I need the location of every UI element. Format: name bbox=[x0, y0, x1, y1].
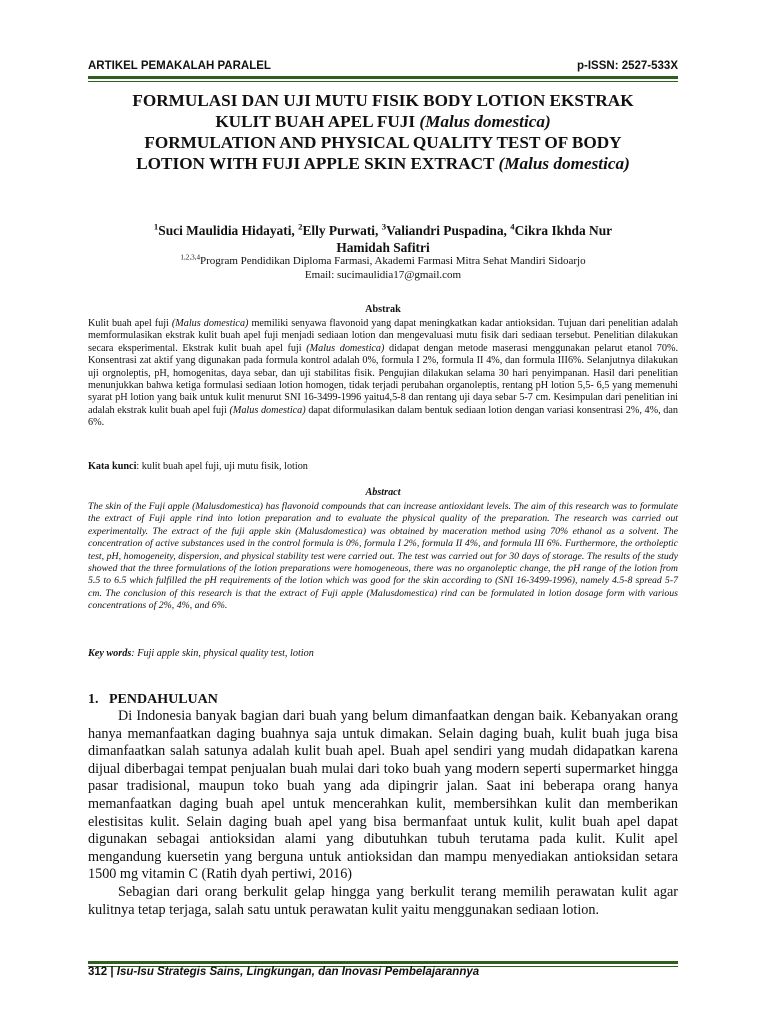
running-header bbox=[88, 60, 678, 72]
abstract-id-heading: Abstrak bbox=[365, 304, 401, 315]
abstract-id-text: Kulit buah apel fuji bbox=[88, 318, 172, 329]
affiliation bbox=[88, 254, 678, 282]
footer-separator: | bbox=[107, 966, 117, 978]
abstract-id-text: didapat dengan metode maserasi menggunakan pelarut etanol 70%. Konsentrasi zat aktif yang digunakan pada formula kontrol adalah 0%, formula I 2%, formula II 4%, dan formula III6%. Selanjutnya dilakukan uji orgnoleptis, pH, homogenitas, daya sebar, dan uji stabilitas fisik. Pengujian dilakukan selama 30 hari penyimpanan. Hasil dari penelitian menunjukkan bahwa ketiga formulasi sediaan lotion homogen, tidak terjadi perubahan organoleptis, rentang pH lotion 5,5- 6,5 yang memenuhi syarat pH lotion yang baik untuk kulit menurut SNI 16-3499-1996 yaitu4,5-8 dan rentang uji daya sebar 5-7 cm. Kesimpulan dari penelitian ini adalah ekstrak kulit buah apel fuji bbox=[88, 342, 678, 416]
abstract-id-text: memiliki senyawa flavonoid yang dapat meningkatkan kadar antioksidan. Tujuan dari penelitian adalah memformulasikan ekstrak kulit buah apel fuji menjadi sediaan lotion dan mengevaluasi mutu fisik dari sediaan tersebut. Penelitian dilakukan secara eksperimental. Ekstrak kulit buah apel fuji bbox=[88, 318, 678, 354]
keywords-en bbox=[88, 648, 678, 659]
abstract-id-latin: (Malus domestica) bbox=[171, 318, 249, 329]
title-en-line1: FORMULATION AND PHYSICAL QUALITY TEST OF BODY bbox=[144, 133, 622, 152]
abstract-id-text: dapat diformulasikan dalam bentuk sediaan lotion dengan variasi konsentrasi 2%, 4%, dan 6%. bbox=[88, 404, 678, 429]
author4-cont: Hamidah Safitri bbox=[336, 240, 430, 255]
title-en-latin: (Malus domestica) bbox=[498, 154, 630, 173]
title-en-line2-text: LOTION WITH FUJI APPLE SKIN EXTRACT bbox=[136, 154, 495, 173]
affiliation-sup: 1,2,3,4 bbox=[180, 253, 201, 262]
header-rule-thin bbox=[88, 81, 678, 82]
footer-rule bbox=[88, 961, 678, 964]
affiliation-text: Program Pendidikan Diploma Farmasi, Akademi Farmasi Mitra Sehat Mandiri Sidoarjo bbox=[200, 255, 586, 267]
author2-sup: 2 bbox=[298, 221, 303, 232]
title-id-line2-text: KULIT BUAH APEL FUJI bbox=[215, 112, 416, 131]
author-list bbox=[88, 222, 678, 256]
keywords-id-label: Kata kunci bbox=[88, 461, 137, 472]
keywords-id bbox=[88, 461, 678, 472]
article-title bbox=[88, 90, 678, 174]
header-issn: p-ISSN: 2527-533X bbox=[577, 60, 678, 72]
author1-sup: 1 bbox=[153, 221, 159, 232]
title-id-latin: (Malus domestica) bbox=[419, 112, 551, 131]
author4: Cikra Ikhda Nur bbox=[514, 223, 613, 238]
title-id-line1: FORMULASI DAN UJI MUTU FISIK BODY LOTION EKSTRAK bbox=[132, 91, 634, 110]
author3-sup: 3 bbox=[381, 221, 387, 232]
author1: Suci Maulidia Hidayati, bbox=[158, 223, 299, 238]
abstract-en-heading: Abstract bbox=[365, 487, 401, 498]
author2: Elly Purwati, bbox=[302, 223, 382, 238]
keywords-en-text: : Fuji apple skin, physical quality test, lotion bbox=[131, 648, 314, 659]
title-id-line2 bbox=[88, 111, 678, 132]
body-paragraph: Di Indonesia banyak bagian dari buah yang belum dimanfaatkan dengan baik. Kebanyakan orang hanya memanfaatkan daging buahnya saja untuk dimakan. Selain daging buah, kulit buah juga bisa dimanfaatkan salah satunya adalah kulit buah apel. Buah apel sendiri yang mudah didapatkan karena dijual diberbagai tempat penjualan buah mulai dari toko buah yang modern seperti supermarket hingga pasar tradisional, maupun toko buah yang ada dipingrir jalan. Saat ini beberapa orang hanya memanfaatkan daging buah apel untuk mencerahkan kulit, membersihkan kulit dan memberikan elestisitas kulit. Selain daging buah apel yang bisa bermanfaat untuk kulit, kulit buah apel dapat digunakan sebagai antioksidan alami yang dibutuhkan tubuh terutama pada kulit. Kulit apel mengandung kuersetin yang berguna untuk antioksidan dan mampu menyediakan antioksidan setara 1500 mg vitamin C (Ratih dyah pertiwi, 2016) bbox=[88, 708, 678, 883]
running-footer bbox=[88, 966, 678, 978]
abstract-id-body bbox=[88, 318, 678, 430]
title-en-line2 bbox=[88, 153, 678, 174]
abstract-id-latin: (Malus domestica) bbox=[229, 404, 306, 416]
header-rule bbox=[88, 76, 678, 79]
keywords-en-label: Key words bbox=[88, 648, 132, 659]
abstract-en-body: The skin of the Fuji apple (Malusdomestica) has flavonoid compounds that can increase antioxidant levels. The aim of this research was to formulate the extract of Fuji apple rind into lotion preparation and to evaluate the physical quality of the preparation. The research was carried out experimentally. The extract of the fuji apple skin (Malusdomestica) was obtained by maceration method using 70% ethanol as a solvent. The concentration of active substances used in the control formula is 0%, formula I 2%, formula II 4%, and formula III 6%. Furthermore, the ortholeptic test, pH, homogeneity, dispersion, and physical stability test were carried out. The test was carried out for 30 days of storage. The results of the study showed that the three formulations of the lotion preparations were homogeneous, there was no organoleptic change, the pH range of the lotion from 5.5 to 6.5 which fulfilled the pH requirements of the lotion which was good for the skin according to (SNI 16-3499-1996), namely 4.5-8 spread 5-7 cm. The conclusion of this research is that the extract of Fuji apple (Malusdomestica) rind can be formulated in lotion dosage form with various concentrations of 2%, 4%, and 6%. bbox=[88, 501, 678, 612]
header-section-label: ARTIKEL PEMAKALAH PARALEL bbox=[88, 60, 271, 72]
footer-title: Isu-Isu Strategis Sains, Lingkungan, dan Inovasi Pembelajarannya bbox=[116, 966, 480, 978]
section-heading: 1. PENDAHULUAN bbox=[88, 692, 218, 707]
author3: Valiandri Puspadina, bbox=[386, 223, 511, 238]
abstract-id-latin: (Malus domestica) bbox=[306, 342, 385, 354]
body-paragraph: Sebagian dari orang berkulit gelap hingga yang berkulit terang memilih perawatan kulit agar kulitnya tetap terjaga, salah satu untuk perawatan kulit yaitu menggunakan sediaan lotion. bbox=[88, 883, 678, 918]
section-body bbox=[88, 708, 678, 919]
author-email: Email: sucimaulidia17@gmail.com bbox=[304, 269, 462, 281]
page-number: 312 bbox=[88, 966, 108, 978]
author4-sup: 4 bbox=[510, 221, 515, 232]
keywords-id-text: : kulit buah apel fuji, uji mutu fisik, lotion bbox=[136, 461, 308, 472]
